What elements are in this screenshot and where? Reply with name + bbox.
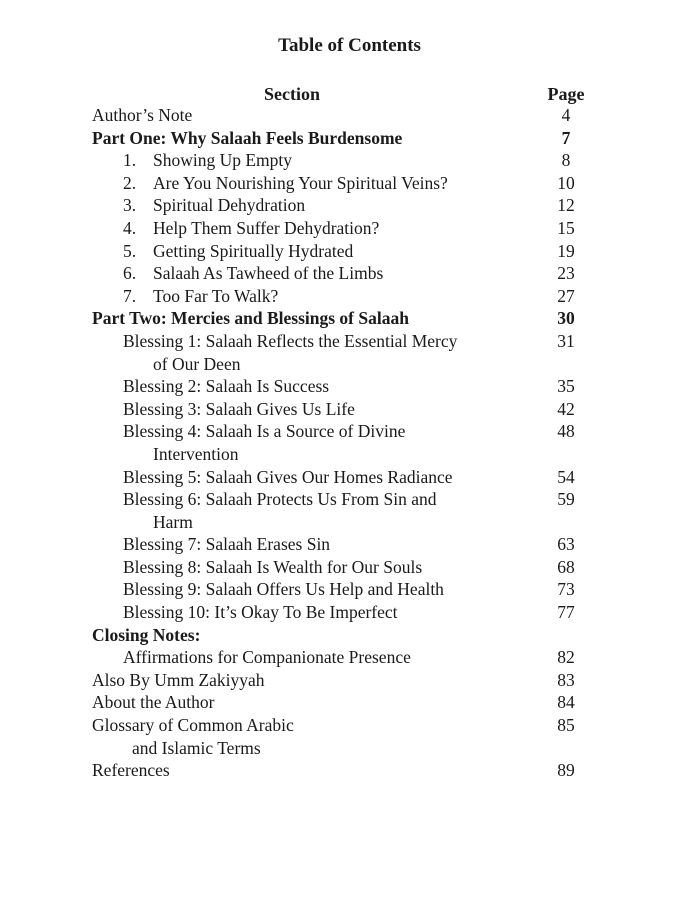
toc-entry-title: Blessing 8: Salaah Is Wealth for Our Souls bbox=[123, 556, 423, 577]
chapter-number: 1. bbox=[123, 150, 137, 171]
toc-entry-page: 59 bbox=[557, 489, 575, 510]
toc-entry-title: Blessing 1: Salaah Reflects the Essential Mercy bbox=[123, 330, 458, 351]
toc-entry-title-continuation: Harm bbox=[153, 511, 193, 532]
toc-entry-page: 42 bbox=[557, 398, 575, 419]
chapter-number: 4. bbox=[123, 217, 137, 238]
toc-also-by[interactable] bbox=[92, 669, 606, 692]
toc-column-headers bbox=[92, 82, 606, 106]
page-column-header: Page bbox=[547, 84, 585, 104]
toc-entry-title: References bbox=[92, 760, 170, 781]
toc-entry-title: Showing Up Empty bbox=[153, 150, 293, 171]
toc-entry-page: 68 bbox=[557, 556, 575, 577]
toc-entry-page: 77 bbox=[557, 602, 575, 623]
toc-chapter-3[interactable] bbox=[92, 194, 606, 217]
toc-part-two[interactable] bbox=[92, 307, 606, 330]
toc-entry-title: Too Far To Walk? bbox=[153, 285, 279, 306]
toc-entry-page: 85 bbox=[557, 715, 575, 736]
toc-affirmations[interactable] bbox=[92, 646, 606, 669]
toc-entry-title: Blessing 2: Salaah Is Success bbox=[123, 376, 330, 397]
toc-chapter-1[interactable] bbox=[92, 149, 606, 172]
toc-entry-page: 63 bbox=[557, 534, 575, 555]
toc-entry-title: Author’s Note bbox=[92, 105, 193, 125]
toc-blessing-3[interactable] bbox=[92, 398, 606, 421]
toc-entry-page: 4 bbox=[561, 105, 571, 125]
toc-entry-title: About the Author bbox=[92, 692, 215, 713]
page-title: Table of Contents bbox=[278, 35, 421, 56]
toc-entry-page: 8 bbox=[561, 150, 571, 171]
toc-entry-title: Blessing 5: Salaah Gives Our Homes Radiance bbox=[123, 466, 453, 487]
toc-entry-title: Part Two: Mercies and Blessings of Salaah bbox=[92, 308, 409, 329]
chapter-number: 3. bbox=[123, 195, 137, 216]
toc-entry-page: 19 bbox=[557, 240, 575, 261]
toc-entry-title: Blessing 10: It’s Okay To Be Imperfect bbox=[123, 602, 398, 623]
toc-entry-title: Part One: Why Salaah Feels Burdensome bbox=[92, 127, 403, 148]
toc-entry-title-continuation: of Our Deen bbox=[153, 353, 241, 374]
toc-blessing-1[interactable] bbox=[92, 330, 606, 375]
toc-entry-page: 7 bbox=[561, 127, 571, 148]
chapter-number: 2. bbox=[123, 172, 137, 193]
toc-blessing-7[interactable] bbox=[92, 533, 606, 556]
toc-entry-page: 12 bbox=[557, 195, 575, 216]
toc-entry-page: 73 bbox=[557, 579, 575, 600]
toc-chapter-7[interactable] bbox=[92, 285, 606, 308]
toc-chapter-4[interactable] bbox=[92, 217, 606, 240]
toc-entry-page: 89 bbox=[557, 760, 575, 781]
toc-entry-page: 83 bbox=[557, 669, 575, 690]
toc-entry-title: Spiritual Dehydration bbox=[153, 195, 306, 216]
toc-references[interactable] bbox=[92, 759, 606, 782]
toc-entry-page: 10 bbox=[557, 172, 575, 193]
toc-entry-page: 15 bbox=[557, 217, 575, 238]
toc-blessing-10[interactable] bbox=[92, 601, 606, 624]
chapter-number: 7. bbox=[123, 285, 137, 306]
toc-entry-title: Blessing 3: Salaah Gives Us Life bbox=[123, 398, 355, 419]
toc-entry-title: Are You Nourishing Your Spiritual Veins? bbox=[153, 172, 448, 193]
toc-entry-title: Also By Umm Zakiyyah bbox=[92, 669, 265, 690]
toc-entry-title: Blessing 4: Salaah Is a Source of Divine bbox=[123, 421, 406, 442]
toc-blessing-6[interactable] bbox=[92, 488, 606, 533]
toc-entry-title-continuation: and Islamic Terms bbox=[132, 737, 261, 758]
toc-entry-title: Blessing 9: Salaah Offers Us Help and Health bbox=[123, 579, 444, 600]
toc-blessing-9[interactable] bbox=[92, 578, 606, 601]
toc-entry-title: Glossary of Common Arabic bbox=[92, 715, 294, 736]
toc-blessing-5[interactable] bbox=[92, 466, 606, 489]
toc-entry-page: 30 bbox=[557, 308, 575, 329]
toc-blessing-2[interactable] bbox=[92, 375, 606, 398]
toc-entry-authors-note[interactable] bbox=[92, 104, 606, 127]
section-column-header: Section bbox=[264, 84, 320, 104]
chapter-number: 6. bbox=[123, 263, 137, 284]
toc-entry-title: Getting Spiritually Hydrated bbox=[153, 240, 354, 261]
toc-blessing-4[interactable] bbox=[92, 420, 606, 465]
toc-entry-page: 27 bbox=[557, 285, 575, 306]
toc-entry-page: 82 bbox=[557, 647, 575, 668]
toc-chapter-5[interactable] bbox=[92, 240, 606, 263]
toc-blessing-8[interactable] bbox=[92, 556, 606, 579]
toc-entry-title: Blessing 6: Salaah Protects Us From Sin and bbox=[123, 489, 437, 510]
toc-entry-title-continuation: Intervention bbox=[153, 443, 239, 464]
chapter-number: 5. bbox=[123, 240, 137, 261]
toc-glossary[interactable] bbox=[92, 714, 606, 759]
toc-closing-notes bbox=[92, 624, 606, 647]
toc-chapter-2[interactable] bbox=[92, 172, 606, 195]
toc-entry-title: Closing Notes: bbox=[92, 624, 201, 645]
toc-part-one[interactable] bbox=[92, 127, 606, 150]
toc-list bbox=[92, 104, 606, 782]
toc-entry-page: 84 bbox=[557, 692, 575, 713]
toc-entry-page: 54 bbox=[557, 466, 575, 487]
toc-entry-page: 35 bbox=[557, 376, 575, 397]
toc-entry-title: Help Them Suffer Dehydration? bbox=[153, 217, 380, 238]
toc-entry-title: Blessing 7: Salaah Erases Sin bbox=[123, 534, 331, 555]
toc-about-author[interactable] bbox=[92, 691, 606, 714]
toc-entry-title: Affirmations for Companionate Presence bbox=[123, 647, 411, 668]
toc-entry-page: 31 bbox=[557, 330, 575, 351]
toc-chapter-6[interactable] bbox=[92, 262, 606, 285]
toc-entry-page: 48 bbox=[557, 421, 575, 442]
toc-entry-page: 23 bbox=[557, 263, 575, 284]
toc-entry-title: Salaah As Tawheed of the Limbs bbox=[153, 263, 384, 284]
